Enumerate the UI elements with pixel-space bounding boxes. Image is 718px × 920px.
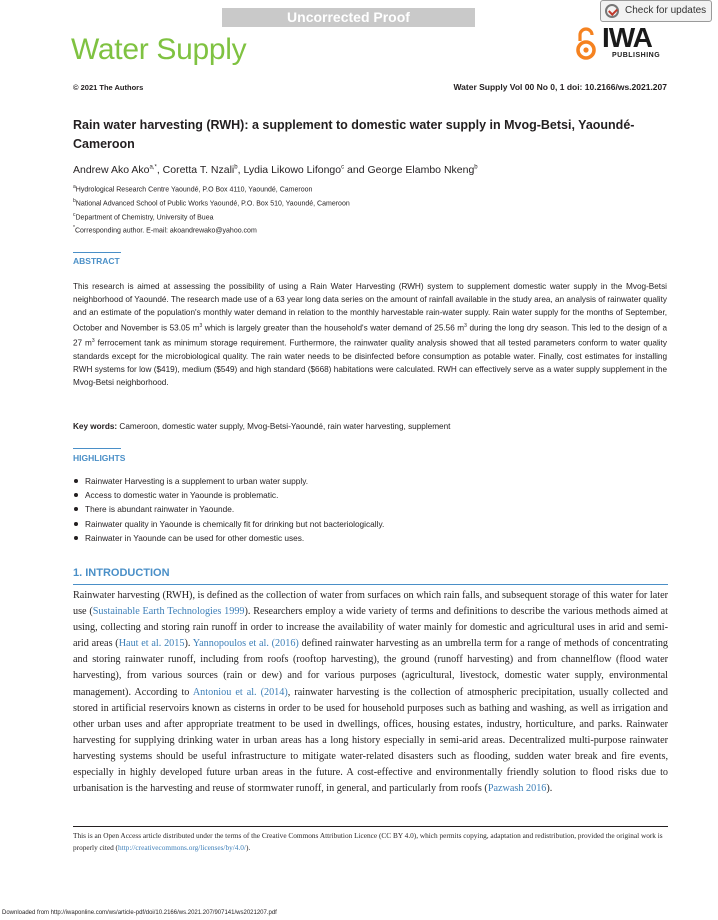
- highlights-rule: [73, 448, 121, 449]
- author-name: Coretta T. Nzali: [162, 164, 235, 176]
- iwa-publishing-logo: IWA PUBLISHING: [602, 22, 661, 59]
- footnote-rule: [73, 826, 668, 827]
- check-updates-label: Check for updates: [625, 5, 707, 16]
- check-updates-icon: [605, 4, 619, 18]
- copyright-line: © 2021 The Authors: [73, 83, 144, 92]
- citation-link[interactable]: Yannopoulos et al. (2016): [192, 638, 299, 650]
- author-sup: c: [341, 164, 345, 171]
- introduction-heading: 1. INTRODUCTION: [73, 567, 170, 579]
- highlight-item: Rainwater in Yaounde can be used for other domestic uses.: [73, 531, 384, 545]
- citation-link[interactable]: Pazwash 2016: [487, 783, 547, 795]
- keywords-label: Key words:: [73, 422, 118, 431]
- author-list: Andrew Ako Ako$^{a,*}$, Coretta T. Nzali$^b$, Lydia Likowo Lifongo$^c$ and George Elambo Nkeng$^b$: [73, 164, 478, 176]
- abstract-text: This research is aimed at assessing the possibility of using a Rain Water Harvesting (RWH) system to supplement domestic water supply in the Mvog-Betsi neighborhood of Yaoundé. The research made use of a 63 year long data series on the amount of rainfall available in the study area, an analysis of rainwater quality and an estimate of the population's monthly water demand in relation to the monthly harvestable rain-water supply. Rain water supply for the months of September, October and November is 53.05 $m^3$ which is largely greater than the household's water demand of 25.56 $m^3$ during the long dry season. This led to the design of a 27 $m^3$ ferrocement tank as minimum storage requirement. Furthermore, the rainwater quality analysis showed that all tested parameters conform to water quality standards except for the microbiological quality. The rain water needs to be disinfected before consumption as potable water. Finally, cost estimates for installing RWH systems for low ($419), medium ($549) and high standard ($668) habitations were calculated. RWH can effectively serve as a water supply supplement in the Mvog-Betsi neighborhood.: [73, 282, 667, 387]
- citation-line: Water Supply Vol 00 No 0, 1 doi: 10.2166/ws.2021.207: [453, 82, 667, 92]
- affiliation: $^c$Department of Chemistry, University of Buea: [73, 211, 214, 221]
- uncorrected-proof-banner: Uncorrected Proof: [222, 8, 475, 27]
- highlight-item: There is abundant rainwater in Yaounde.: [73, 502, 384, 516]
- highlights-list: [73, 474, 384, 545]
- introduction-text: Rainwater harvesting (RWH), is defined as the collection of water from surfaces on which rain falls, and subsequent storage of this water for later use (Sustainable Earth Technologies 1999). Researchers employ a wide variety of terms and definitions to describe the various methods aimed at using, collecting and storing rain runoff in order to increase the availability of water mainly for domestic and agricultural uses in arid and semi-arid areas (Haut et al. 2015). Yannopoulos et al. (2016) defined rainwater harvesting as an umbrella term for a range of methods of concentrating and storing rainwater runoff, including from roofs (rooftop harvesting), the ground (runoff harvesting) and from channelflow (flood water harvesting), from various sources (rain or dew) and for various purposes (agricultural, livestock, domestic water supply, environmental management). According to Antoniou et al. (2014), rainwater harvesting is the collection of atmospheric precipitation, usually collected and stored in artificial reservoirs known as cisterns in order to be used for household purposes such as bathing and washing, as well as irrigation and other urban uses and after appropriate treatment to be used in dwellings, offices, housing estates, industry, horticulture, and parks. Rainwater harvesting for supplying drinking water in urban areas has a long history especially in semi-arid areas. Decentralized multi-purpose rainwater harvesting systems should be useful infrastructure to mitigate water-related disasters such as flooding, sudden water break and fire events, especially in highly developed future urban areas in the future. A cost-effective and environmentally friendly solution to flood risks due to urbanisation is the harvesting and reuse of stormwater runoff, in general, and particularly from roofs (Pazwash 2016).: [73, 590, 669, 795]
- author-name: Lydia Likowo Lifongo: [243, 164, 342, 176]
- affiliations: [73, 182, 350, 237]
- abstract-heading: ABSTRACT: [73, 256, 120, 266]
- article-title: Rain water harvesting (RWH): a supplement to domestic water supply in Mvog-Betsi, Yaoundé-Cameroon: [73, 118, 635, 151]
- download-source-line: Downloaded from http://iwaponline.com/ws/article-pdf/doi/10.2166/ws.2021.207/907141/ws2021207.pdf: [2, 910, 277, 916]
- author-sup: a,*: [149, 164, 157, 171]
- open-access-icon: [574, 27, 598, 61]
- introduction-rule: [73, 584, 668, 585]
- author-sup: b: [474, 164, 478, 171]
- citation-link[interactable]: Antoniou et al. (2014): [192, 686, 288, 698]
- abstract-rule: [73, 252, 121, 253]
- citation-link[interactable]: Haut et al. 2015: [118, 638, 185, 650]
- affiliation: $^b$National Advanced School of Public Works Yaoundé, P.O. Box 510, Yaoundé, Cameroon: [73, 197, 350, 208]
- license-link[interactable]: http://creativecommons.org/licenses/by/4.0/: [117, 843, 246, 852]
- affiliation: *Corresponding author. E-mail: akoandrewako@yahoo.com: [73, 225, 257, 235]
- check-for-updates-button[interactable]: [600, 0, 712, 22]
- highlight-item: Rainwater Harvesting is a supplement to urban water supply.: [73, 474, 384, 488]
- citation-link[interactable]: Sustainable Earth Technologies 1999: [92, 606, 245, 618]
- keywords-list: Cameroon, domestic water supply, Mvog-Betsi-Yaoundé, rain water harvesting, supplement: [119, 422, 451, 431]
- journal-name: Water Supply: [71, 33, 247, 66]
- author-name: George Elambo Nkeng: [367, 164, 475, 176]
- highlight-item: Access to domestic water in Yaounde is problematic.: [73, 488, 384, 502]
- highlights-heading: HIGHLIGHTS: [73, 453, 126, 463]
- author-sup: b: [234, 164, 238, 171]
- keywords: [73, 422, 450, 431]
- highlight-item: Rainwater quality in Yaounde is chemically fit for drinking but not bacteriologically.: [73, 517, 384, 531]
- affiliation: $^a$Hydrological Research Centre Yaoundé, P.O Box 4110, Yaoundé, Cameroon: [73, 184, 313, 194]
- author-name: Andrew Ako Ako: [73, 164, 150, 176]
- license-footnote: This is an Open Access article distributed under the terms of the Creative Commons Attribution Licence (CC BY 4.0), which permits copying, adaptation and redistribution, provided the original work is properly cited (http://creativecommons.org/licenses/by/4.0/).: [73, 831, 663, 852]
